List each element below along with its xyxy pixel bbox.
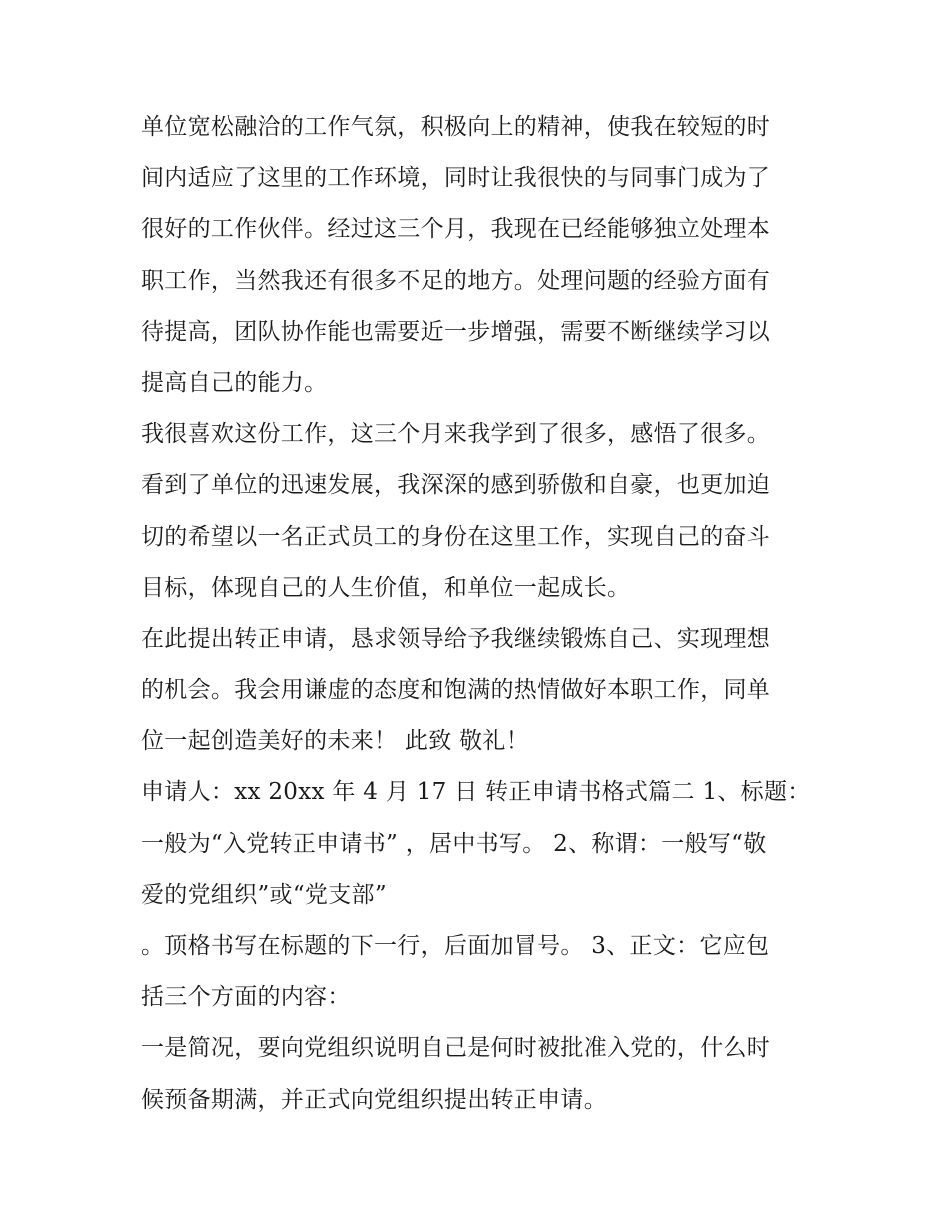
- text-line: 一是简况，要向党组织说明自己是何时被批准入党的，什么时: [141, 1035, 771, 1062]
- text-line: 候预备期满，并正式向党组织提出转正申请。: [141, 1086, 607, 1113]
- text-line: 提高自己的能力。: [141, 369, 328, 396]
- text-line: 单位宽松融洽的工作气氛，积极向上的精神，使我在较短的时: [141, 114, 771, 140]
- text-line: 位一起创造美好的未来！ 此致 敬礼！: [141, 728, 530, 755]
- text-line: 切的希望以一名正式员工的身份在这里工作，实现自己的奋斗: [141, 523, 771, 550]
- document-body: [141, 102, 821, 1126]
- text-line: 一般为“入党转正申请书” ，居中书写。 2、称谓：一般写“敬: [141, 830, 767, 857]
- text-line: 目标，体现自己的人生价值，和单位一起成长。: [141, 574, 631, 601]
- text-line: 我很喜欢这份工作，这三个月来我学到了很多，感悟了很多。: [141, 421, 771, 448]
- text-line: 间内适应了这里的工作环境，同时让我很快的与同事门成为了: [141, 165, 771, 192]
- text-line: 职工作，当然我还有很多不足的地方。处理问题的经验方面有: [141, 267, 771, 294]
- text-line: 括三个方面的内容：: [141, 984, 351, 1011]
- text-line: 爱的党组织”或“党支部”: [141, 881, 387, 908]
- text-line: 申请人：xx 20xx 年 4 月 17 日 转正申请书格式篇二 1、标题：: [141, 779, 811, 806]
- text-line: 的机会。我会用谦虚的态度和饱满的热情做好本职工作，同单: [141, 677, 771, 704]
- text-line: 很好的工作伙伴。经过这三个月，我现在已经能够独立处理本: [141, 216, 771, 243]
- text-line: 在此提出转正申请，恳求领导给予我继续锻炼自己、实现理想: [141, 625, 771, 652]
- text-line: 待提高，团队协作能也需要近一步增强，需要不断继续学习以: [141, 318, 771, 345]
- text-line: 。顶格书写在标题的下一行，后面加冒号。 3、正文：它应包: [141, 933, 770, 959]
- text-line: 看到了单位的迅速发展，我深深的感到骄傲和自豪，也更加迫: [141, 472, 771, 499]
